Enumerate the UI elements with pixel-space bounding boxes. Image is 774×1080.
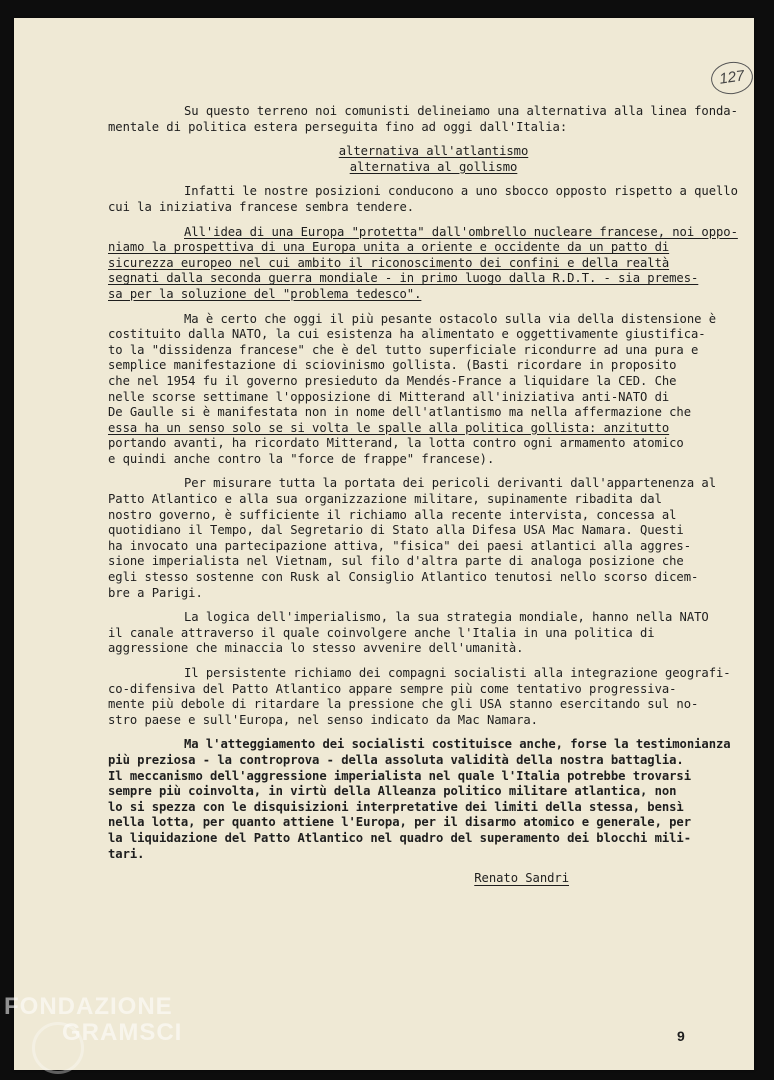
text-line: il canale attraverso il quale coinvolgere anche l'Italia in una politica di — [108, 625, 655, 640]
text-line: cui la iniziativa francese sembra tendere. — [108, 199, 415, 214]
text-line: sione imperialista nel Vietnam, sul filo d'altra parte di analoga posizione che — [108, 554, 684, 569]
text-line: costituito dalla NATO, la cui esistenza ha alimentato e oggettivamente giustifica- — [108, 327, 706, 342]
text-line: Per misurare tutta la portata dei pericoli derivanti dall'appartenenza al — [184, 476, 716, 491]
watermark-ring-icon — [32, 1022, 84, 1074]
text-line: Il persistente richiamo dei compagni socialisti alla integrazione geografi- — [184, 666, 731, 680]
text-line: sa per la soluzione del "problema tedesco". — [108, 286, 422, 301]
text-line: più preziosa - la controprova - della assoluta validità della nostra battaglia. — [108, 752, 684, 767]
text-line: co-difensiva del Patto Atlantico appare sempre più come tentativo progressiva- — [108, 681, 677, 696]
text-line: to la "dissidenza francese" che è del tutto superficiale ricondurre ad una pura e — [108, 342, 699, 357]
text-line: ha invocato una partecipazione attiva, "fisica" dei paesi atlantici alla aggres- — [108, 538, 692, 553]
text-line: che nel 1954 fu il governo presieduto da Mendés-France a liquidare la CED. Che — [108, 373, 677, 388]
watermark-line-1: FONDAZIONE — [4, 993, 173, 1020]
archive-folio-stamp: 127 — [709, 59, 755, 97]
text-line: Il meccanismo dell'aggressione imperialista nel quale l'Italia potrebbe trovarsi — [108, 768, 692, 783]
text-line: mentale di politica estera perseguita fino ad oggi dall'Italia: — [108, 119, 568, 134]
text-line: Infatti le nostre posizioni conducono a uno sbocco opposto rispetto a quello — [184, 184, 738, 199]
text-line: Ma è certo che oggi il più pesante ostacolo sulla via della distensione è — [184, 311, 716, 326]
watermark-line-2: GRAMSCI — [62, 1019, 183, 1046]
text-line: alternativa all'atlantismo — [338, 144, 529, 159]
text-line: All'idea di una Europa "protetta" dall'ombrello nucleare francese, noi oppo- — [184, 224, 738, 239]
text-line: sicurezza europeo nel cui ambito il riconoscimento dei confini e della realtà — [108, 255, 670, 270]
text-line: la liquidazione del Patto Atlantico nel quadro del superamento dei blocchi mili- — [108, 830, 692, 845]
text-line: nelle scorse settimane l'opposizione di Mitterand all'iniziativa anti-NATO di — [108, 389, 670, 404]
paragraph-1 — [108, 104, 738, 135]
text-line: La logica dell'imperialismo, la sua strategia mondiale, hanno nella NATO — [184, 610, 709, 625]
text-line: sempre più coinvolta, in virtù della Alleanza politico militare atlantica, non — [108, 784, 677, 799]
paragraph-9 — [108, 737, 731, 862]
text-line: niamo la prospettiva di una Europa unita a oriente e occidente da un patto di — [108, 240, 670, 255]
document-page — [14, 18, 754, 1070]
text-line: De Gaulle si è manifestata non in nome dell'atlantismo ma nella affermazione che — [108, 405, 692, 420]
text-line: bre a Parigi. — [108, 585, 203, 600]
text-line: essa ha un senso solo se si volta le spalle alla politica gollista: anzitutto — [108, 420, 670, 435]
text-line: quotidiano il Tempo, dal Segretario di Stato alla Difesa USA Mac Namara. Questi — [108, 523, 684, 538]
document-body — [108, 104, 738, 887]
text-line: egli stesso sostenne con Rusk al Consiglio Atlantico tenutosi nello scorso dicem- — [108, 570, 699, 585]
signature-name: Renato Sandri — [474, 871, 569, 886]
text-line: e quindi anche contro la "force de frappe" francese). — [108, 451, 495, 466]
text-line: semplice manifestazione di sciovinismo gollista. (Basti ricordare in proposito — [108, 358, 677, 373]
text-line: segnati dalla seconda guerra mondiale - in primo luogo dalla R.D.T. - sia premes- — [108, 271, 699, 286]
text-line: aggressione che minaccia lo stesso avvenire dell'umanità. — [108, 641, 524, 656]
text-line: mente più debole di ritardare la pressione che gli USA stanno esercitando sul no- — [108, 697, 699, 712]
signature — [146, 871, 721, 887]
text-line: portando avanti, ha ricordato Mitterand, la lotta contro ogni armamento atomico — [108, 436, 684, 451]
text-line: Su questo terreno noi comunisti delineiamo una alternativa alla linea fonda- — [184, 104, 738, 118]
text-line: tari. — [108, 846, 145, 861]
text-line: alternativa al gollismo — [349, 159, 518, 174]
text-line: nella lotta, per quanto attiene l'Europa, per il disarmo atomico e generale, per — [108, 815, 692, 830]
paragraph-4 — [108, 224, 738, 303]
text-line: nostro governo, è sufficiente il richiamo alla recente intervista, concessa al — [108, 507, 677, 522]
text-line: Ma l'atteggiamento dei socialisti costituisce anche, forse la testimonianza — [184, 737, 731, 752]
paragraph-5 — [108, 311, 721, 468]
paragraph-6 — [108, 476, 721, 601]
fondazione-gramsci-watermark — [4, 994, 182, 1046]
text-line: stro paese e sull'Europa, nel senso indicato da Mac Namara. — [108, 712, 538, 727]
text-line: Patto Atlantico e alla sua organizzazione militare, supinamente ribadita dal — [108, 492, 662, 507]
paragraph-3 — [108, 184, 738, 215]
text-line: lo si spezza con le disquisizioni interpretative dei limiti della stessa, bensì — [108, 799, 684, 814]
paragraph-2 — [146, 144, 721, 175]
page-number: 9 — [677, 1028, 685, 1044]
paragraph-7 — [108, 610, 721, 657]
paragraph-8 — [108, 666, 731, 728]
